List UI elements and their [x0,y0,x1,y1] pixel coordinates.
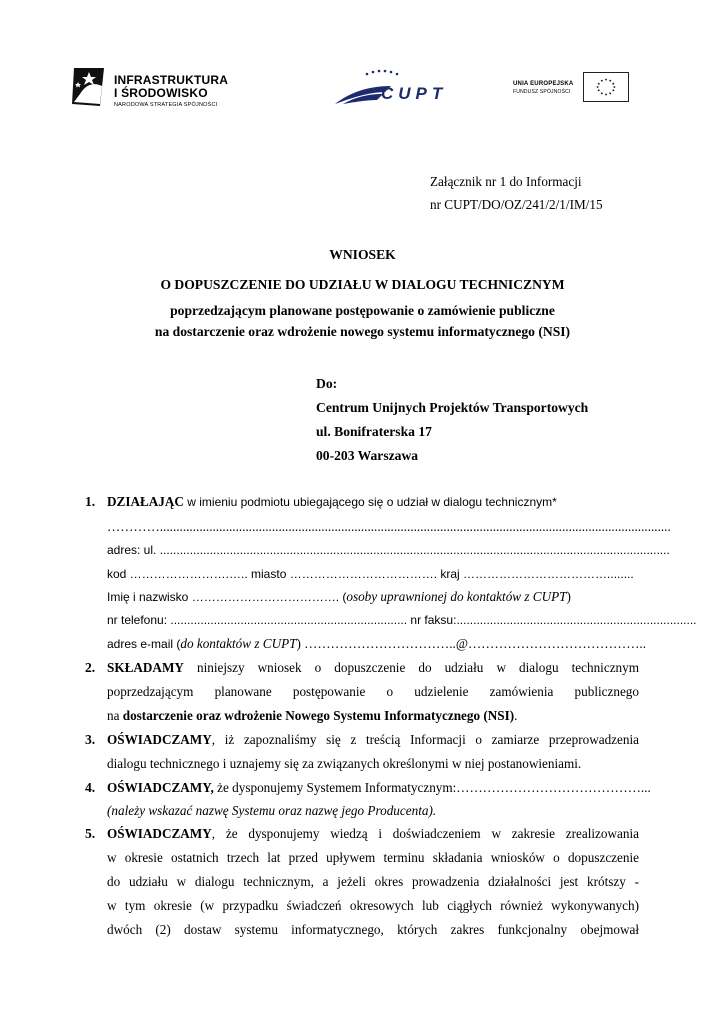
attachment-line-1: Załącznik nr 1 do Informacji [430,174,582,189]
eu-flag-icon [583,72,629,102]
item-5-line-5: dwóch (2) dostaw systemu informatycznego, których zakres funkcjonalny obejmował [107,922,639,937]
recipient-street: ul. Bonifraterska 17 [316,424,432,439]
eu-logo-line-2: FUNDUSZ SPÓJNOŚCI [513,89,571,95]
item-3-line-1 [107,732,639,748]
item-1-postal[interactable]: kod …………………….….. miasto ………………………………. kraj ………………………………........ [107,567,634,581]
item-1-line-1 [107,494,557,510]
item-5-text-1: , że dysponujemy wiedzą i doświadczeniem w zakresie zrealizowania [211,826,639,841]
item-2-l3-bold: dostarczenie oraz wdrożenie Nowego Systemu Informatycznego (NSI) [122,708,515,723]
document-description-1: poprzedzającym planowane postępowanie o zamówienie publiczne [170,303,555,318]
attachment-line-2: nr CUPT/DO/OZ/241/2/1/IM/15 [430,197,603,212]
item-5-number: 5. [85,826,96,841]
item-4-line-1 [107,780,651,796]
item-1-text: w imieniu podmiotu ubiegającego się o udział w dialogu technicznym* [187,495,557,509]
item-1-address[interactable]: adres: ul. ......................................................................................................................................................... [107,543,670,557]
cupt-logo-text: CUPT [381,84,448,103]
item-5-line-1 [107,826,639,842]
item-3-text-1: , iż zapoznaliśmy się z treścią Informacji o zamiarze przeprowadzenia [211,732,639,747]
item-1-person-pre: Imię i nazwisko ………………………………. ( [107,590,347,604]
item-1-email-post: ) ……………………………..@………………………………….. [296,636,647,651]
item-3-number: 3. [85,732,96,747]
eu-logo-line-1: UNIA EUROPEJSKA [513,81,574,87]
logo-line-3: NARODOWA STRATEGIA SPÓJNOŚCI [114,102,218,108]
infrastruktura-srodowisko-logo [70,64,230,114]
item-1-email-pre: adres e-mail ( [107,637,181,651]
document-subtitle: O DOPUSZCZENIE DO UDZIAŁU W DIALOGU TECHNICZNYM [160,277,565,292]
item-3-line-2: dialogu technicznego i uznajemy się za związanych określonymi w niej postanowieniami. [107,756,582,771]
item-1-dots[interactable]: …………........................................................................................................................................................... [107,519,671,534]
item-1-person-italic: osoby uprawnionej do kontaktów z CUPT [346,589,567,604]
item-1-number: 1. [85,494,96,509]
item-4-line-2 [107,803,436,819]
item-2-lead: SKŁADAMY [107,660,184,675]
item-2-line-1 [107,660,639,676]
document-title: WNIOSEK [329,247,396,262]
item-5-line-2: w okresie ostatnich trzech lat przed upływem terminu składania wniosków o dopuszczenie [107,850,639,865]
item-2-l3-pre: na [107,708,123,723]
recipient-city: 00-203 Warszawa [316,448,419,463]
item-5-line-3: do udziału w dialogu technicznym, a jeżeli okres prowadzenia działalności jest krótszy - [107,874,639,889]
document-description-2: na dostarczenie oraz wdrożenie nowego systemu informatycznego (NSI) [154,324,571,339]
item-3-lead: OŚWIADCZAMY [107,732,212,747]
item-4-text-1[interactable]: że dysponujemy Systemem Informatycznym:……………………………………... [213,780,651,795]
item-1-person-end: ) [566,589,571,604]
item-2-text-1: niniejszy wniosek o dopuszczenie do udziału w dialogu technicznym [196,660,639,675]
item-1-email-italic: do kontaktów z CUPT [180,636,297,651]
item-4-number: 4. [85,780,96,795]
recipient-name: Centrum Unijnych Projektów Transportowych [316,400,589,415]
item-2-line-2: poprzedzającym planowane postępowanie o udzielenie zamówienia publicznego [107,684,639,699]
cupt-logo [333,64,448,106]
item-1-lead: DZIAŁAJĄC [107,494,184,509]
star-flag-icon [70,64,108,110]
logo-line-1: INFRASTRUKTURA [114,73,229,87]
item-5-line-4: w tym okresie (w przypadku świadczeń okresowych lub ciągłych również wykonywanych) [107,898,639,913]
item-1-person[interactable] [107,589,571,605]
item-2-number: 2. [85,660,96,675]
logo-line-2: I ŚRODOWISKO [114,86,208,100]
eu-logo [513,72,633,104]
item-2-line-3 [107,708,517,724]
item-5-lead: OŚWIADCZAMY [107,826,212,841]
item-4-lead: OŚWIADCZAMY, [107,780,214,795]
item-1-email[interactable] [107,636,646,652]
item-4-hint: (należy wskazać nazwę Systemu oraz nazwę jego Producenta). [107,803,437,818]
item-1-phone[interactable]: nr telefonu: ....................................................................... nr faksu:........................................................................ [107,613,697,627]
item-2-l3-end: . [514,708,518,723]
recipient-to: Do: [316,376,338,391]
